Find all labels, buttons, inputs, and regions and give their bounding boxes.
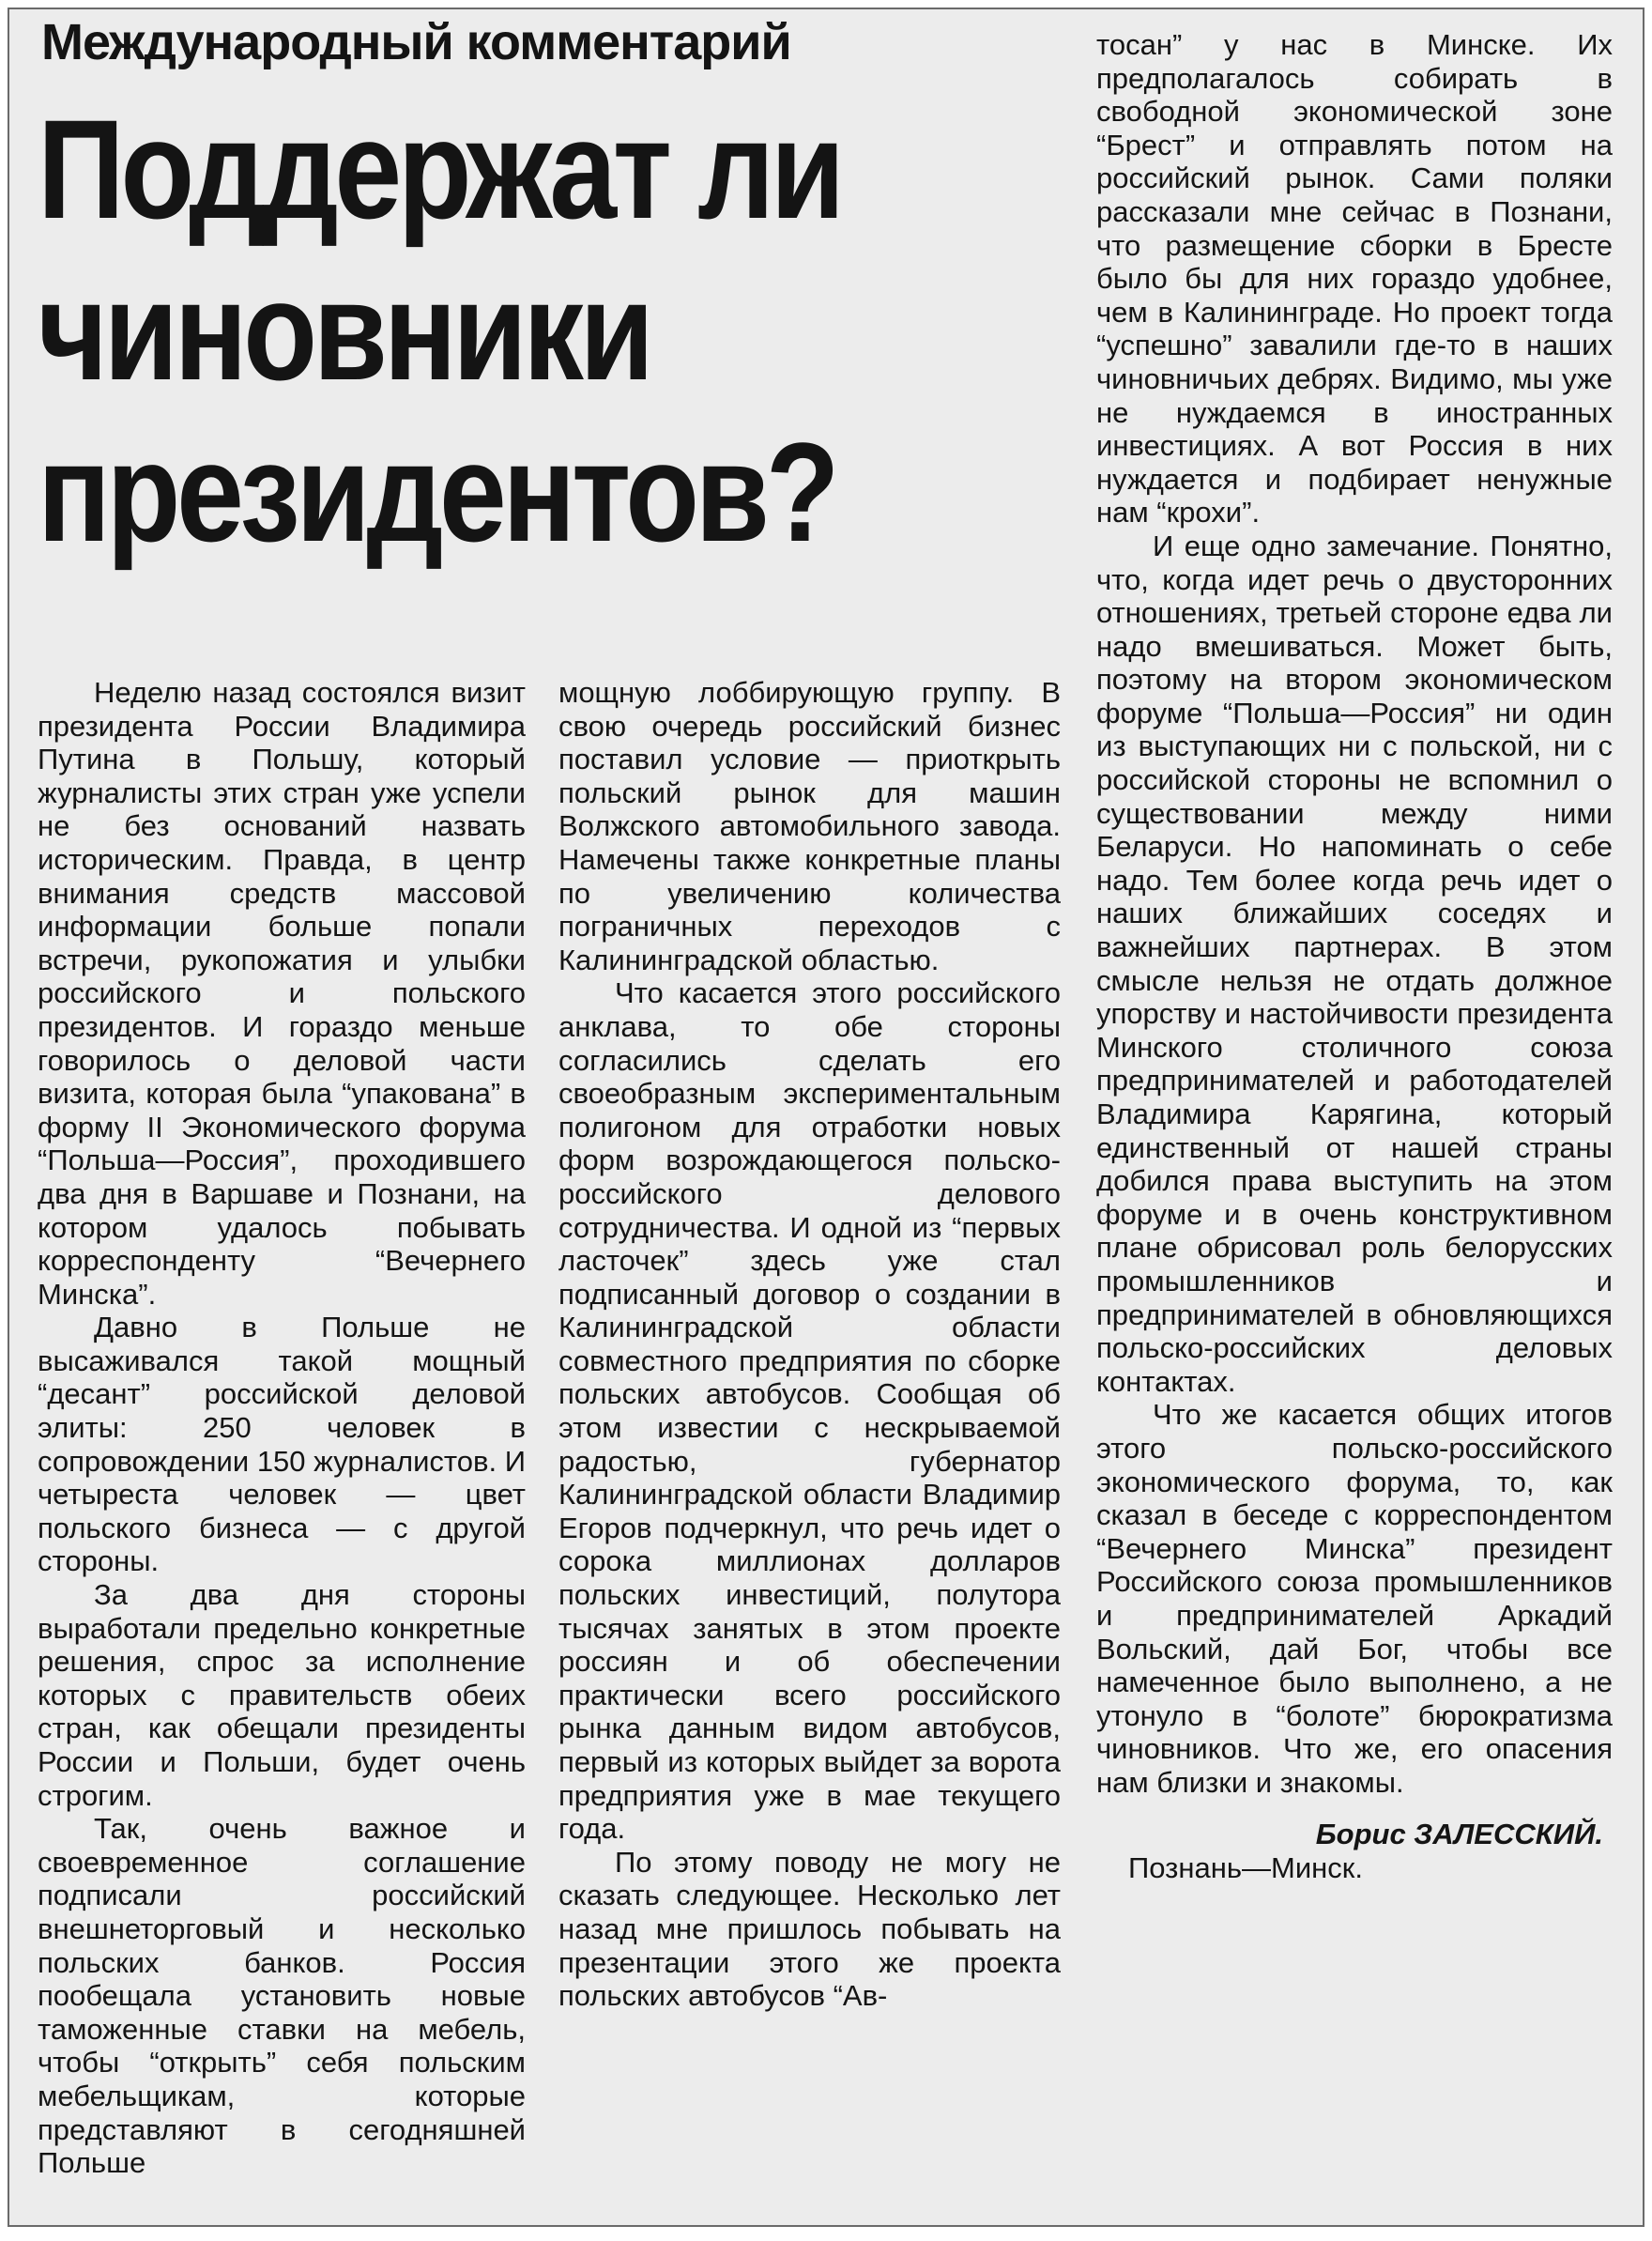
paragraph: тосан” у нас в Минске. Их предполагалось собирать в свободной экономической зоне “Брест” и отправлять потом на российский рынок. Сами поляки рассказали мне сейчас в Познани, что размещение сборки в Бресте было бы для них гораздо удобнее, чем в Калининграде. Но проект тогда “успешно” завалили где-то в наших чиновничьих дебрях. Видимо, мы уже не нуждаемся в иностранных инвестициях. А вот Россия в них нуждается и подбирает ненужные нам “крохи”. bbox=[1096, 28, 1613, 530]
article-headline bbox=[38, 88, 1089, 573]
paragraph: Так, очень важное и своевременное соглашение подписали российский внешнеторговый и несколько польских банков. Россия пообещала установить новые таможенные ставки на мебель, чтобы “открыть” себя польским мебельщикам, которые представляют в сегодняшней Польше bbox=[38, 1812, 526, 2180]
paragraph: мощную лоббирующую группу. В свою очередь российский бизнес поставил условие — приоткрыть польский рынок для машин Волжского автомобильного завода. Намечены также конкретные планы по увеличению количества пограничных переходов с Калининградской областью. bbox=[558, 676, 1061, 976]
dateline: Познань—Минск. bbox=[1128, 1851, 1363, 1885]
article-column-3 bbox=[1096, 28, 1613, 1885]
paragraph: Что касается этого российского анклава, то обе стороны согласились сделать его своеобразным экспериментальным полигоном для отработки новых форм возрождающегося польско-российского делового сотрудничества. И одной из “первых ласточек” здесь уже стал подписанный договор о создании в Калининградской области совместного предприятия по сборке польских автобусов. Сообщая об этом известии с нескрываемой радостью, губернатор Калининградской области Владимир Егоров подчеркнул, что речь идет о сорока миллионах долларов польских инвестиций, полутора тысячах занятых в этом проекте россиян и об обеспечении практически всего российского рынка данным видом автобусов, первый из которых выйдет за ворота предприятия уже в мае текущего года. bbox=[558, 976, 1061, 1846]
headline-line: президентов? bbox=[38, 413, 836, 571]
paragraph: За два дня стороны выработали предельно конкретные решения, спрос за исполнение которых с правительств обеих стран, как обещали президенты России и Польши, будет очень строгим. bbox=[38, 1578, 526, 1812]
paragraph: Давно в Польше не высаживался такой мощный “десант” российской деловой элиты: 250 человек в сопровождении 150 журналистов. И четыреста человек — цвет польского бизнеса — с другой стороны. bbox=[38, 1311, 526, 1578]
author-byline: Борис ЗАЛЕССКИЙ. bbox=[1315, 1818, 1603, 1851]
article-column-1 bbox=[38, 676, 526, 2180]
paragraph: И еще одно замечание. Понятно, что, когда идет речь о двусторонних отношениях, третьей стороне едва ли надо вмешиваться. Может быть, поэтому на втором экономическом форуме “Польша—Россия” ни один из выступающих ни с польской, ни с российской стороны не вспомнил о существовании между ними Беларуси. Но напоминать о себе надо. Тем более когда речь идет о наших ближайших соседях и важнейших партнерах. В этом смысле нельзя не отдать должное упорству и настойчивости президента Минского столичного союза предпринимателей и работодателей Владимира Карягина, который единственный от нашей страны добился права выступить на этом форуме и в очень конструктивном плане обрисовал роль белорусских промышленников и предпринимателей в обновляющихся польско-российских деловых контактах. bbox=[1096, 529, 1613, 1398]
paragraph: Неделю назад состоялся визит президента России Владимира Путина в Польшу, который журналисты этих стран уже успели не без оснований назвать историческим. Правда, в центр внимания средств массовой информации больше попали встречи, рукопожатия и улыбки российского и польского президентов. И гораздо меньше говорилось о деловой части визита, которая была “упакована” в форму II Экономического форума “Польша—Россия”, проходившего два дня в Варшаве и Познани, на котором удалось побывать корреспонденту “Вечернего Минска”. bbox=[38, 676, 526, 1311]
paragraph: По этому поводу не могу не сказать следующее. Несколько лет назад мне пришлось побывать на презентации этого же проекта польских автобусов “Ав- bbox=[558, 1845, 1061, 2013]
paragraph: Что же касается общих итогов этого польско-российского экономического форума, то, как сказал в беседе с корреспондентом “Вечернего Минска” президент Российского союза промышленников и предпринимателей Аркадий Вольский, дай Бог, чтобы все намеченное было выполнено, а не утонуло в “болоте” бюрократизма чиновников. Что же, его опасения нам близки и знакомы. bbox=[1096, 1398, 1613, 1799]
article-column-2 bbox=[558, 676, 1061, 2013]
section-rubric: Международный комментарий bbox=[41, 14, 791, 70]
headline-line: Поддержат ли bbox=[38, 90, 841, 248]
headline-line: чиновники bbox=[38, 252, 650, 409]
